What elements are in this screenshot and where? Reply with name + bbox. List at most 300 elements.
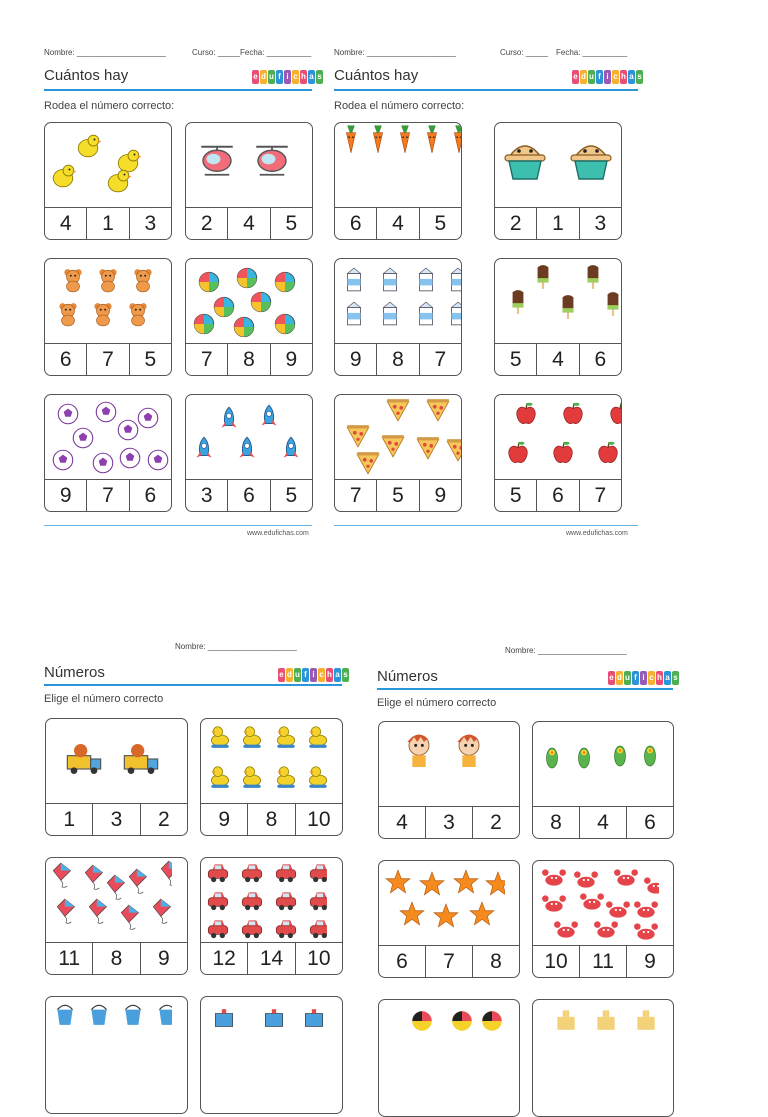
number-choices xyxy=(186,207,312,239)
logo-letter: a xyxy=(334,668,341,682)
counting-card xyxy=(378,860,520,978)
rocket-icon xyxy=(283,437,298,458)
number-choices xyxy=(201,803,342,835)
counting-card xyxy=(45,996,188,1114)
apple-icon xyxy=(599,442,617,463)
kite-icon xyxy=(153,899,170,923)
number-option[interactable]: 5 xyxy=(509,348,522,371)
child-icon xyxy=(457,735,480,768)
logo-letter: u xyxy=(588,70,595,84)
number-option[interactable]: 7 xyxy=(419,344,461,375)
truck-icon xyxy=(124,744,157,774)
kite-icon xyxy=(89,899,106,923)
logo-letter: i xyxy=(284,70,291,84)
number-option[interactable]: 7 xyxy=(349,484,362,507)
worksheet-title: Cuántos hay xyxy=(334,67,419,84)
number-option[interactable]: 7 xyxy=(86,344,128,375)
card-picture xyxy=(45,395,171,479)
sandcastle-icon xyxy=(637,1010,654,1030)
card-picture xyxy=(186,123,312,207)
car-icon xyxy=(276,892,296,910)
car-icon xyxy=(242,920,262,938)
soccer-ball-icon xyxy=(118,420,138,440)
number-choices xyxy=(46,803,187,835)
number-option[interactable]: 5 xyxy=(376,480,418,511)
milk-carton-icon xyxy=(420,268,433,291)
number-option[interactable]: 4 xyxy=(59,212,72,235)
name-field-label: Nombre: ____________________ xyxy=(505,646,627,655)
rocket-icon xyxy=(239,437,254,458)
crab-icon xyxy=(542,895,566,911)
number-option[interactable]: 2 xyxy=(200,212,213,235)
starfish-icon xyxy=(400,902,424,925)
number-choices xyxy=(186,479,312,511)
card-picture xyxy=(379,861,505,945)
card-picture xyxy=(495,123,621,207)
number-choices xyxy=(495,207,621,239)
soccer-ball-icon xyxy=(73,428,93,448)
soccer-ball-icon xyxy=(120,448,140,468)
logo-letter: i xyxy=(640,671,647,685)
counting-card xyxy=(378,721,520,839)
counting-card xyxy=(532,721,674,839)
car-icon xyxy=(276,920,296,938)
duck-icon xyxy=(243,727,260,748)
truck-icon xyxy=(67,744,100,774)
card-picture xyxy=(45,123,171,207)
logo-letter: c xyxy=(292,70,299,84)
number-option[interactable]: 9 xyxy=(270,344,312,375)
logo-letter: s xyxy=(672,671,679,685)
title-rule xyxy=(377,688,673,690)
kite-icon xyxy=(85,865,102,889)
number-option[interactable]: 6 xyxy=(626,807,673,838)
milk-carton-icon xyxy=(452,302,462,325)
duck-icon xyxy=(211,767,228,788)
bucket-icon xyxy=(91,1005,106,1025)
number-choices xyxy=(495,343,621,375)
number-choices xyxy=(45,207,171,239)
number-option[interactable]: 8 xyxy=(472,946,519,977)
number-option[interactable]: 6 xyxy=(536,480,578,511)
logo-letter: u xyxy=(624,671,631,685)
carrot-icon xyxy=(427,125,436,152)
chick-icon xyxy=(118,150,142,172)
soccer-ball-icon xyxy=(93,453,113,473)
number-option[interactable]: 3 xyxy=(200,484,213,507)
crab-icon xyxy=(580,893,604,909)
number-option[interactable]: 8 xyxy=(92,943,139,974)
car-icon xyxy=(310,892,327,910)
ball-icon xyxy=(194,314,214,334)
crab-icon xyxy=(554,921,578,937)
logo-letter: d xyxy=(616,671,623,685)
number-option[interactable]: 11 xyxy=(58,947,81,970)
card-picture xyxy=(495,259,621,343)
teddy-bear-icon xyxy=(94,303,111,326)
starfish-icon xyxy=(454,870,478,893)
logo-letter: s xyxy=(342,668,349,682)
footer-rule xyxy=(334,525,638,526)
pizza-slice-icon xyxy=(387,399,409,421)
number-option[interactable]: 1 xyxy=(63,808,75,831)
card-picture xyxy=(379,722,505,806)
crab-icon xyxy=(614,869,638,885)
number-option[interactable]: 5 xyxy=(509,484,522,507)
counting-card xyxy=(494,258,622,376)
crab-icon xyxy=(644,877,659,893)
number-option[interactable]: 9 xyxy=(419,480,461,511)
car-icon xyxy=(242,864,262,882)
logo-letter: i xyxy=(310,668,317,682)
counting-card xyxy=(532,860,674,978)
edufichas-logo xyxy=(252,70,323,84)
number-choices xyxy=(45,343,171,375)
counting-card xyxy=(378,999,520,1117)
card-picture xyxy=(495,395,621,479)
chick-icon xyxy=(108,170,132,192)
number-option[interactable]: 5 xyxy=(270,208,312,239)
logo-letter: s xyxy=(316,70,323,84)
logo-letter: u xyxy=(268,70,275,84)
card-picture xyxy=(335,259,461,343)
number-option[interactable]: 8 xyxy=(550,811,562,834)
popsicle-icon xyxy=(588,265,599,289)
duck-icon xyxy=(277,767,294,788)
number-option[interactable]: 4 xyxy=(376,208,418,239)
number-option[interactable]: 9 xyxy=(59,484,72,507)
number-choices xyxy=(495,479,621,511)
starfish-icon xyxy=(486,872,505,895)
counting-card xyxy=(185,258,313,376)
number-option[interactable]: 7 xyxy=(200,348,213,371)
footer-url: www.edufichas.com xyxy=(247,530,309,537)
crab-icon xyxy=(634,923,658,939)
number-option[interactable]: 10 xyxy=(295,943,342,974)
counting-card xyxy=(185,394,313,512)
number-choices xyxy=(379,806,519,838)
number-option[interactable]: 5 xyxy=(129,344,171,375)
ball-icon xyxy=(234,317,254,337)
worksheet-title: Cuántos hay xyxy=(44,67,129,84)
course-field-label: Curso: _____ xyxy=(192,48,241,57)
logo-letter: d xyxy=(580,70,587,84)
counting-card xyxy=(334,122,462,240)
popsicle-icon xyxy=(563,295,574,319)
soccer-ball-icon xyxy=(138,408,158,428)
number-option[interactable]: 4 xyxy=(396,811,408,834)
logo-letter: c xyxy=(612,70,619,84)
number-option[interactable]: 3 xyxy=(579,208,621,239)
kite-icon xyxy=(161,861,172,885)
logo-letter: a xyxy=(664,671,671,685)
milk-carton-icon xyxy=(348,302,361,325)
number-choices xyxy=(335,343,461,375)
pizza-slice-icon xyxy=(357,452,379,474)
counting-card xyxy=(532,999,674,1117)
carrot-icon xyxy=(400,125,409,152)
edufichas-logo xyxy=(572,70,643,84)
beach-ball-icon xyxy=(452,1011,472,1031)
number-option[interactable]: 1 xyxy=(536,208,578,239)
milk-carton-icon xyxy=(384,268,397,291)
logo-letter: i xyxy=(604,70,611,84)
ball-icon xyxy=(214,297,234,317)
worksheet-title: Números xyxy=(377,668,438,685)
logo-letter: c xyxy=(318,668,325,682)
cupcake-icon xyxy=(505,146,545,179)
logo-letter: h xyxy=(656,671,663,685)
date-field-label: Fecha: __________ xyxy=(240,48,312,57)
milk-carton-icon xyxy=(420,302,433,325)
counting-card xyxy=(45,857,188,975)
edufichas-logo xyxy=(278,668,349,682)
logo-letter: e xyxy=(252,70,259,84)
helicopter-icon xyxy=(256,147,288,175)
card-picture xyxy=(335,395,461,479)
teddy-bear-icon xyxy=(59,303,76,326)
number-option[interactable]: 8 xyxy=(227,344,269,375)
starfish-icon xyxy=(470,902,494,925)
number-option[interactable]: 2 xyxy=(509,212,522,235)
number-choices xyxy=(201,942,342,974)
car-icon xyxy=(242,892,262,910)
apple-icon xyxy=(554,442,572,463)
number-option[interactable]: 10 xyxy=(544,950,568,973)
ball-icon xyxy=(275,272,295,292)
teddy-bear-icon xyxy=(99,269,116,292)
pizza-slice-icon xyxy=(382,435,404,457)
number-option[interactable]: 9 xyxy=(140,943,187,974)
chick-icon xyxy=(78,135,102,157)
chick-icon xyxy=(53,165,77,187)
car-icon xyxy=(208,920,228,938)
carrot-icon xyxy=(373,125,382,152)
instruction-text: Elige el número correcto xyxy=(44,693,164,705)
starfish-icon xyxy=(420,872,444,895)
car-icon xyxy=(208,864,228,882)
footer-rule xyxy=(44,525,312,526)
name-field-label: Nombre: ____________________ xyxy=(175,642,297,651)
number-option[interactable]: 10 xyxy=(295,804,342,835)
soccer-ball-icon xyxy=(58,404,78,424)
starfish-icon xyxy=(434,904,458,927)
number-option[interactable]: 12 xyxy=(212,947,236,970)
teddy-bear-icon xyxy=(129,303,146,326)
number-option[interactable]: 6 xyxy=(129,480,171,511)
flip-flop-icon xyxy=(615,746,626,766)
logo-letter: c xyxy=(648,671,655,685)
number-option[interactable]: 9 xyxy=(626,946,673,977)
rocket-icon xyxy=(221,407,236,428)
number-choices xyxy=(46,942,187,974)
carrot-icon xyxy=(454,125,461,152)
number-option[interactable]: 3 xyxy=(425,807,472,838)
instruction-text: Rodea el número correcto: xyxy=(334,100,465,112)
car-icon xyxy=(208,892,228,910)
crab-icon xyxy=(594,921,618,937)
number-option[interactable]: 2 xyxy=(472,807,519,838)
counting-card xyxy=(494,394,622,512)
beach-ball-icon xyxy=(482,1011,502,1031)
car-icon xyxy=(276,864,296,882)
name-field-label: Nombre: ____________________ xyxy=(44,48,166,57)
number-choices xyxy=(335,479,461,511)
beach-ball-icon xyxy=(412,1011,432,1031)
bucket-icon xyxy=(125,1005,140,1025)
card-picture xyxy=(533,1000,659,1084)
apple-icon xyxy=(509,442,527,463)
card-picture xyxy=(201,997,327,1081)
child-icon xyxy=(407,735,430,768)
card-picture xyxy=(201,858,327,942)
number-option[interactable]: 9 xyxy=(218,808,230,831)
kite-icon xyxy=(53,863,70,887)
number-choices xyxy=(186,343,312,375)
number-option[interactable]: 7 xyxy=(579,480,621,511)
ball-icon xyxy=(237,268,257,288)
kite-icon xyxy=(57,899,74,923)
logo-letter: e xyxy=(572,70,579,84)
logo-letter: u xyxy=(294,668,301,682)
teddy-bear-icon xyxy=(64,269,81,292)
number-option[interactable]: 8 xyxy=(376,344,418,375)
rocket-icon xyxy=(196,437,211,458)
crab-icon xyxy=(606,901,630,917)
flip-flop-icon xyxy=(645,746,656,766)
milk-carton-icon xyxy=(452,268,462,291)
milk-carton-icon xyxy=(384,302,397,325)
number-option[interactable]: 1 xyxy=(86,208,128,239)
number-option[interactable]: 4 xyxy=(579,807,626,838)
number-choices xyxy=(45,479,171,511)
number-option[interactable]: 4 xyxy=(227,208,269,239)
counting-card xyxy=(200,996,343,1114)
logo-letter: e xyxy=(608,671,615,685)
number-choices xyxy=(379,945,519,977)
number-option[interactable]: 11 xyxy=(579,946,626,977)
pizza-slice-icon xyxy=(347,425,369,447)
number-choices xyxy=(533,945,673,977)
footer-url: www.edufichas.com xyxy=(566,530,628,537)
number-option[interactable]: 7 xyxy=(425,946,472,977)
logo-letter: h xyxy=(300,70,307,84)
counting-card xyxy=(45,718,188,836)
instruction-text: Rodea el número correcto: xyxy=(44,100,175,112)
logo-letter: s xyxy=(636,70,643,84)
card-picture xyxy=(335,123,461,207)
pizza-slice-icon xyxy=(417,437,439,459)
kite-icon xyxy=(121,905,138,929)
duck-icon xyxy=(309,727,326,748)
card-picture xyxy=(533,722,659,806)
title-rule xyxy=(334,89,638,91)
ball-icon xyxy=(251,292,271,312)
rocket-icon xyxy=(261,405,276,426)
number-option[interactable]: 6 xyxy=(59,348,72,371)
counting-card xyxy=(334,258,462,376)
logo-letter: f xyxy=(276,70,283,84)
number-option[interactable]: 2 xyxy=(140,804,187,835)
title-rule xyxy=(44,684,342,686)
sandcastle-icon xyxy=(597,1010,614,1030)
bucket-icon xyxy=(159,1005,172,1025)
number-option[interactable]: 6 xyxy=(579,344,621,375)
pizza-slice-icon xyxy=(427,399,449,421)
flip-flop-icon xyxy=(547,748,558,768)
number-option[interactable]: 14 xyxy=(247,943,294,974)
number-option[interactable]: 6 xyxy=(396,950,408,973)
card-picture xyxy=(46,997,172,1081)
counting-card xyxy=(200,718,343,836)
card-picture xyxy=(186,395,312,479)
teddy-bear-icon xyxy=(134,269,151,292)
carrot-icon xyxy=(346,125,355,152)
helicopter-icon xyxy=(201,147,233,175)
number-choices xyxy=(533,806,673,838)
ball-icon xyxy=(199,272,219,292)
pizza-slice-icon xyxy=(447,439,461,461)
edufichas-logo xyxy=(608,671,679,685)
duck-icon xyxy=(211,727,228,748)
number-option[interactable]: 3 xyxy=(92,804,139,835)
duck-icon xyxy=(277,727,294,748)
number-option[interactable]: 5 xyxy=(419,208,461,239)
car-icon xyxy=(310,864,327,882)
card-picture xyxy=(186,259,312,343)
name-field-label: Nombre: ____________________ xyxy=(334,48,456,57)
number-option[interactable]: 9 xyxy=(349,348,362,371)
starfish-icon xyxy=(386,870,410,893)
logo-letter: f xyxy=(596,70,603,84)
car-icon xyxy=(310,920,327,938)
crab-icon xyxy=(574,871,598,887)
number-option[interactable]: 3 xyxy=(129,208,171,239)
duck-icon xyxy=(243,767,260,788)
ball-icon xyxy=(275,314,295,334)
logo-letter: h xyxy=(326,668,333,682)
number-option[interactable]: 7 xyxy=(86,480,128,511)
counting-card xyxy=(44,122,172,240)
popsicle-icon xyxy=(513,290,524,314)
milk-carton-icon xyxy=(348,268,361,291)
counting-card xyxy=(44,258,172,376)
flip-flop-icon xyxy=(579,748,590,768)
number-option[interactable]: 5 xyxy=(270,480,312,511)
number-choices xyxy=(335,207,461,239)
crab-icon xyxy=(542,869,566,885)
number-option[interactable]: 6 xyxy=(349,212,362,235)
course-field-label: Curso: _____ xyxy=(500,48,549,57)
date-field-label: Fecha: __________ xyxy=(556,48,628,57)
kite-icon xyxy=(129,869,146,893)
number-option[interactable]: 8 xyxy=(247,804,294,835)
logo-letter: f xyxy=(632,671,639,685)
apple-icon xyxy=(517,403,535,424)
logo-letter: h xyxy=(620,70,627,84)
counting-card xyxy=(185,122,313,240)
cupcake-icon xyxy=(571,146,611,179)
card-picture xyxy=(201,719,327,803)
popsicle-icon xyxy=(608,292,619,316)
sandcastle-icon xyxy=(557,1010,574,1030)
apple-icon xyxy=(611,403,621,424)
duck-icon xyxy=(309,767,326,788)
number-option[interactable]: 4 xyxy=(536,344,578,375)
logo-letter: d xyxy=(286,668,293,682)
counting-card xyxy=(44,394,172,512)
number-option[interactable]: 6 xyxy=(227,480,269,511)
